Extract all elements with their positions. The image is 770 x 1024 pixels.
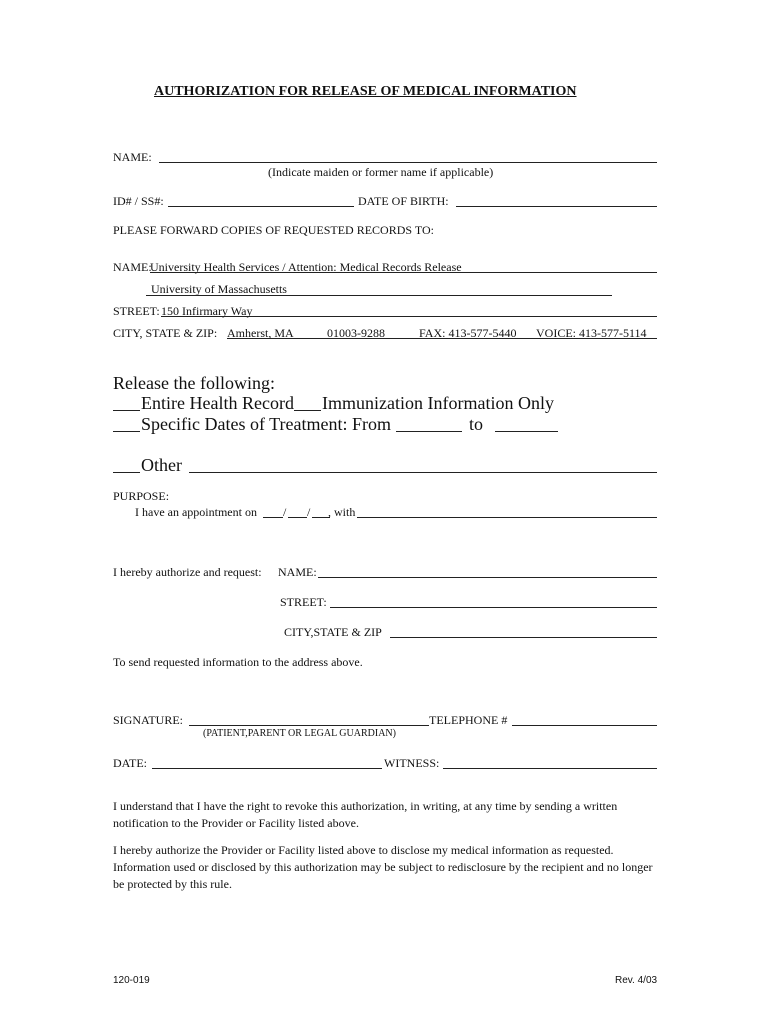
forward-voice: VOICE: 413-577-5114 bbox=[536, 326, 647, 340]
appointment-with-field[interactable] bbox=[357, 517, 657, 518]
date-slash-1: / bbox=[283, 505, 287, 519]
specific-dates-label: Specific Dates of Treatment: From bbox=[141, 414, 391, 434]
telephone-label: TELEPHONE # bbox=[429, 713, 508, 727]
page-title: AUTHORIZATION FOR RELEASE OF MEDICAL INFORMATION bbox=[154, 84, 577, 99]
appointment-month-field[interactable] bbox=[263, 517, 283, 518]
with-text: , with bbox=[328, 505, 356, 519]
authorize-city-field[interactable] bbox=[390, 637, 657, 638]
date-slash-2: / bbox=[307, 505, 311, 519]
authorize-intro: I hereby authorize and request: bbox=[113, 565, 262, 579]
appointment-day-field[interactable] bbox=[288, 517, 307, 518]
forward-org-field[interactable] bbox=[146, 295, 612, 296]
authorize-city-label: CITY,STATE & ZIP bbox=[284, 625, 382, 639]
entire-record-check[interactable] bbox=[113, 410, 140, 411]
forward-street-value: 150 Infirmary Way bbox=[161, 304, 253, 318]
revision: Rev. 4/03 bbox=[615, 975, 658, 986]
specific-dates-check[interactable] bbox=[113, 431, 140, 432]
telephone-field[interactable] bbox=[512, 725, 657, 726]
forward-street-field[interactable] bbox=[161, 316, 657, 317]
forward-name-value: University Health Services / Attention: Medical Records Release bbox=[150, 260, 462, 274]
immunization-check[interactable] bbox=[294, 410, 321, 411]
signature-label: SIGNATURE: bbox=[113, 713, 184, 727]
authorize-street-field[interactable] bbox=[330, 607, 657, 608]
dob-field[interactable] bbox=[456, 206, 657, 207]
forward-street-label: STREET: bbox=[113, 304, 160, 318]
authorize-street-label: STREET: bbox=[280, 595, 327, 609]
date-label: DATE: bbox=[113, 756, 147, 770]
immunization-label: Immunization Information Only bbox=[322, 393, 554, 413]
id-field[interactable] bbox=[168, 206, 354, 207]
patient-name-field[interactable] bbox=[159, 162, 657, 163]
date-to-label: to bbox=[469, 414, 484, 434]
forward-heading: PLEASE FORWARD COPIES OF REQUESTED RECORDS TO: bbox=[113, 223, 434, 237]
date-from-field[interactable] bbox=[396, 431, 462, 432]
patient-name-label: NAME: bbox=[113, 150, 152, 164]
signature-field[interactable] bbox=[189, 725, 429, 726]
other-label: Other bbox=[141, 455, 182, 475]
forward-name-field[interactable] bbox=[150, 272, 657, 273]
date-field[interactable] bbox=[152, 768, 382, 769]
forward-city-label: CITY, STATE & ZIP: bbox=[113, 326, 218, 340]
witness-field[interactable] bbox=[443, 768, 657, 769]
appointment-text: I have an appointment on bbox=[135, 505, 257, 519]
id-label: ID# / SS#: bbox=[113, 194, 164, 208]
authorize-name-field[interactable] bbox=[318, 577, 657, 578]
send-text: To send requested information to the address above. bbox=[113, 655, 363, 669]
witness-label: WITNESS: bbox=[384, 756, 440, 770]
authorize-name-label: NAME: bbox=[278, 565, 317, 579]
forward-org-value: University of Massachusetts bbox=[151, 282, 287, 296]
form-number: 120-019 bbox=[113, 975, 150, 986]
patient-name-hint: (Indicate maiden or former name if applicable) bbox=[268, 165, 494, 179]
dob-label: DATE OF BIRTH: bbox=[358, 194, 449, 208]
date-to-field[interactable] bbox=[495, 431, 558, 432]
forward-zip-value: 01003-9288 bbox=[327, 326, 385, 340]
revoke-notice: I understand that I have the right to revoke this authorization, in writing, at any time by sending a written notification to the Provider or Facility listed above. bbox=[113, 799, 618, 830]
purpose-label: PURPOSE: bbox=[113, 489, 170, 503]
release-heading: Release the following: bbox=[113, 373, 275, 393]
other-field[interactable] bbox=[189, 472, 657, 473]
other-check[interactable] bbox=[113, 472, 140, 473]
forward-city-value: Amherst, MA bbox=[227, 326, 294, 340]
forward-name-label: NAME: bbox=[113, 260, 152, 274]
entire-record-label: Entire Health Record bbox=[141, 393, 294, 413]
disclose-notice: I hereby authorize the Provider or Facility listed above to disclose my medical information as requested. Information used or disclosed by this authorization may be subject to redisclosure by the recipient and no longer be protected by this rule. bbox=[113, 843, 653, 891]
forward-fax: FAX: 413-577-5440 bbox=[419, 326, 517, 340]
signer-hint: (PATIENT,PARENT OR LEGAL GUARDIAN) bbox=[203, 728, 396, 739]
